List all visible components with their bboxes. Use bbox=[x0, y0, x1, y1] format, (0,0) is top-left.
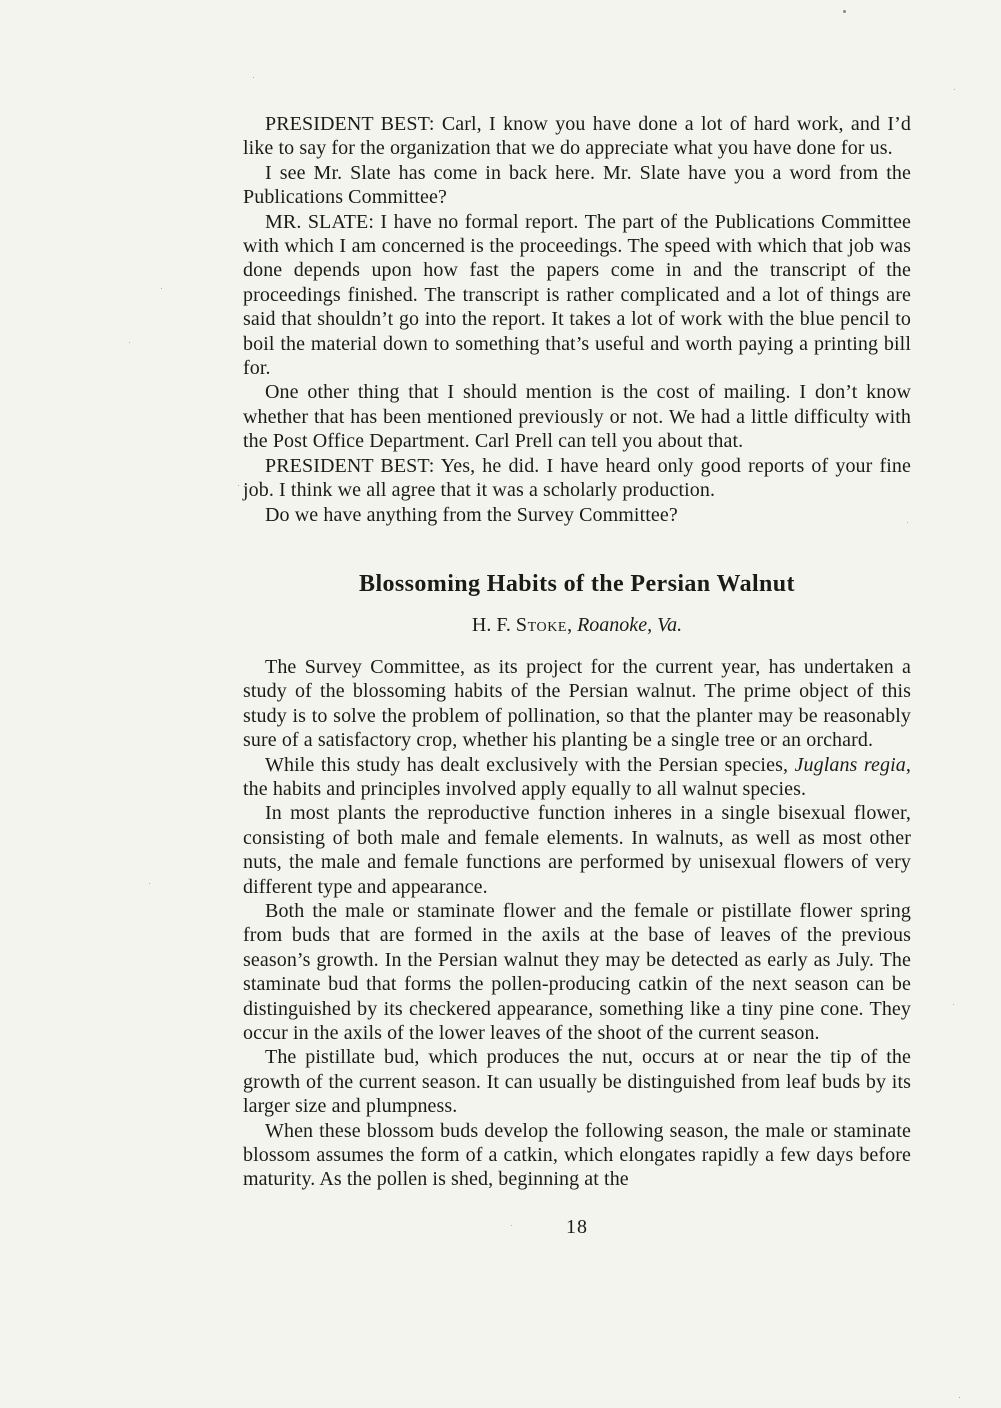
dialogue-paragraph-survey-question: Do we have anything from the Survey Committee? bbox=[265, 503, 678, 526]
dialogue-paragraph-president-best-1: PRESIDENT BEST: Carl, I know you have done a lot of hard work, and I’d like to say for the organization that we do appreciate what you have done for us. bbox=[243, 113, 911, 160]
dialogue-paragraph-mr-slate: MR. SLATE: I have no formal report. The part of the Publications Committee with which I am concerned is the proceedings. The speed with which that job was done depends upon how fast the papers come in and the transcript of the proceedings finished. The transcript is rather complicated and a lot of things are said that shouldn’t go into the report. It takes a lot of work with the blue pencil to boil the material down to something that’s useful and worth paying a printing bill for. bbox=[243, 210, 911, 380]
byline-separator: , bbox=[567, 613, 578, 636]
article-paragraph-juglans-regia bbox=[243, 753, 911, 802]
article-byline bbox=[243, 614, 911, 637]
page-number: 18 bbox=[566, 1215, 588, 1238]
scan-speck-artifacts bbox=[843, 10, 846, 13]
article-paragraph-reproductive-function: In most plants the reproductive function inheres in a single bisexual flower, consisting of both male and female elements. In walnuts, as well as most other nuts, the male and female functions are performed by unisexual flowers of very different type and appearance. bbox=[243, 802, 911, 898]
byline-location: Roanoke, Va. bbox=[577, 613, 683, 636]
byline-author-initials: H. F. bbox=[471, 613, 516, 636]
article-paragraph-staminate-pistillate: Both the male or staminate flower and the female or pistillate flower spring from buds that are formed in the axils at the base of leaves of the previous season’s growth. In the Persian walnut they may be detected as early as July. The staminate bud that forms the pollen-producing catkin of the next season can be distinguished by its checkered appearance, something like a tiny pine cone. They occur in the axils of the lower leaves of the shoot of the current season. bbox=[243, 899, 911, 1044]
paragraph-text-segment: , the habits and principles involved apply equally to all walnut species. bbox=[243, 753, 911, 800]
species-name-italic: Juglans regia bbox=[794, 753, 906, 776]
byline-author-surname: Stoke bbox=[515, 613, 568, 636]
article-paragraph-blossom-buds: When these blossom buds develop the following season, the male or staminate blossom assumes the form of a catkin, which elongates rapidly a few days before maturity. As the pollen is shed, beginning at the bbox=[243, 1119, 911, 1191]
article-paragraph-survey-committee: The Survey Committee, as its project for the current year, has undertaken a study of the blossoming habits of the Persian walnut. The prime object of this study is to solve the problem of pollination, so that the planter may be reasonably sure of a satisfactory crop, whether his planting be a single tree or an orchard. bbox=[243, 655, 911, 752]
dialogue-paragraph-president-best-2: PRESIDENT BEST: Yes, he did. I have heard only good reports of your fine job. I think we all agree that it was a scholarly production. bbox=[243, 454, 911, 502]
paragraph-text-segment: While this study has dealt exclusively with the Persian species, bbox=[265, 753, 795, 776]
text-column bbox=[243, 112, 911, 1239]
dialogue-paragraph-mailing-cost: One other thing that I should mention is the cost of mailing. I don’t know whether that has been mentioned previously or not. We had a little difficulty with the Post Office Department. Carl Prell can tell you about that. bbox=[243, 381, 911, 453]
dialogue-paragraph-slate-intro: I see Mr. Slate has come in back here. Mr. Slate have you a word from the Publications Committee? bbox=[243, 161, 911, 209]
article-paragraph-pistillate-bud: The pistillate bud, which produces the nut, occurs at or near the tip of the growth of the current season. It can usually be distinguished from leaf buds by its larger size and plumpness. bbox=[243, 1046, 911, 1118]
article-title: Blossoming Habits of the Persian Walnut bbox=[359, 570, 795, 597]
